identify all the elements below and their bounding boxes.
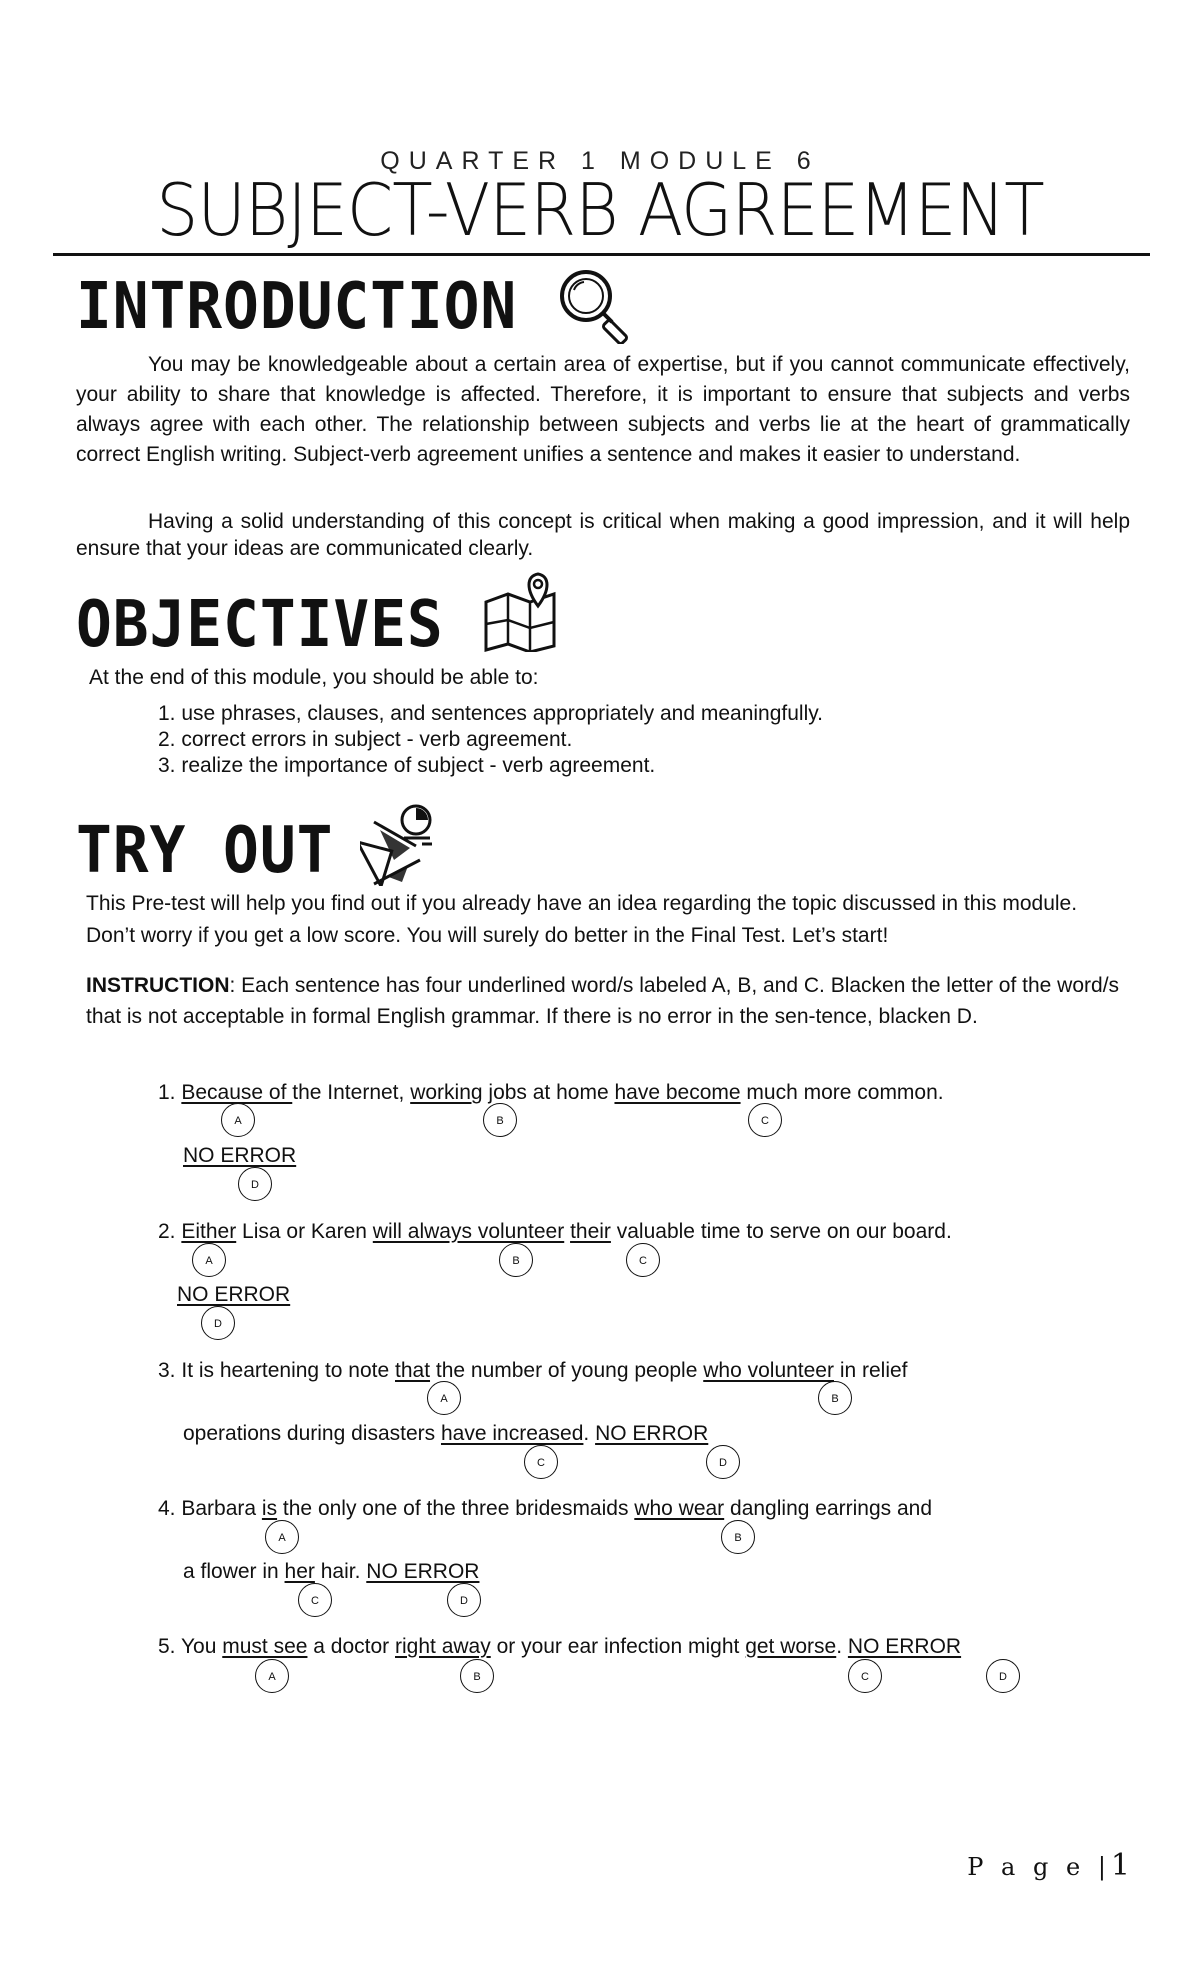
introduction-paragraph-1: You may be knowledgeable about a certain area of expertise, but if you cannot communicate effectively, your ability to share that knowledge is affected. Therefore, it is important to ensure that subjects and verbs always agree with each other. The relationship between subjects and verbs lie at the heart of grammatically correct English writing. Subject-verb agreement unifies a sentence and makes it easier to understand. — [76, 353, 1130, 466]
question-text: jobs at home — [482, 1081, 615, 1104]
q3-bubble-a[interactable]: A — [427, 1381, 461, 1415]
question-text: Lisa or Karen — [236, 1220, 373, 1243]
objectives-heading: OBJECTIVES — [76, 588, 444, 662]
q3-bubble-d[interactable]: D — [706, 1445, 740, 1479]
question-text: a flower in — [183, 1560, 285, 1583]
instruction-label: INSTRUCTION — [86, 974, 230, 997]
instruction — [86, 970, 1126, 1032]
question-2 — [158, 1217, 952, 1247]
page-title: SUBJECT-VERB AGREEMENT — [156, 168, 1044, 252]
question-3-continued — [183, 1419, 708, 1449]
question-number: 2. — [158, 1220, 182, 1243]
question-text: operations during disasters — [183, 1422, 441, 1445]
q4-option-c: her — [284, 1560, 315, 1583]
q1-option-d: NO ERROR — [183, 1144, 297, 1167]
q4-option-d: NO ERROR — [366, 1560, 480, 1583]
instruction-text: : Each sentence has four underlined word/s labeled A, B, and C. Blacken the letter of the word/s that is not acceptable in formal English grammar. If there is no error in the sen-tence, blacken D. — [86, 974, 1120, 1028]
map-icon — [482, 570, 566, 652]
q2-option-d: NO ERROR — [177, 1283, 291, 1306]
objective-item: 2. correct errors in subject - verb agreement. — [158, 728, 573, 751]
q2-bubble-d[interactable]: D — [201, 1306, 235, 1340]
q5-bubble-b[interactable]: B — [460, 1659, 494, 1693]
magnifier-icon — [554, 266, 640, 344]
q2-option-b: will always volunteer — [372, 1220, 565, 1243]
q2-bubble-b[interactable]: B — [499, 1243, 533, 1277]
q1-option-c: have become — [614, 1081, 741, 1104]
question-4 — [158, 1494, 932, 1524]
question-1 — [158, 1078, 944, 1108]
q4-bubble-b[interactable]: B — [721, 1520, 755, 1554]
tryout-heading: TRY OUT — [76, 814, 334, 888]
q1-option-a: Because of — [181, 1081, 293, 1104]
page-number: 1 — [1110, 1848, 1130, 1883]
q5-bubble-d[interactable]: D — [986, 1659, 1020, 1693]
q2-bubble-c[interactable]: C — [626, 1243, 660, 1277]
q3-bubble-b[interactable]: B — [818, 1381, 852, 1415]
q3-option-c: have increased — [440, 1422, 584, 1445]
question-text: the number of young people — [430, 1359, 704, 1382]
q3-bubble-c[interactable]: C — [524, 1445, 558, 1479]
q3-option-d: NO ERROR — [595, 1422, 709, 1445]
q2-option-c: their — [570, 1220, 611, 1243]
question-text: in relief — [833, 1359, 908, 1382]
q1-option-b: working — [410, 1081, 483, 1104]
objectives-lead: At the end of this module, you should be able to: — [89, 666, 539, 689]
q4-bubble-a[interactable]: A — [265, 1520, 299, 1554]
q2-bubble-a[interactable]: A — [192, 1243, 226, 1277]
q5-bubble-a[interactable]: A — [255, 1659, 289, 1693]
question-text: . — [836, 1635, 848, 1658]
q5-bubble-c[interactable]: C — [848, 1659, 882, 1693]
question-text: dangling earrings and — [724, 1497, 933, 1520]
module-kicker: QUARTER 1 MODULE 6 — [380, 147, 820, 175]
question-text: a doctor — [307, 1635, 396, 1658]
question-text: much more common. — [740, 1081, 944, 1104]
q5-option-a: must see — [222, 1635, 308, 1658]
introduction-paragraph-2: Having a solid understanding of this concept is critical when making a good impression, and it will help ensure that your ideas are communicated clearly. — [76, 510, 1130, 560]
question-4-continued — [183, 1557, 479, 1587]
q1-bubble-d[interactable]: D — [238, 1167, 272, 1201]
q1-bubble-a[interactable]: A — [221, 1103, 255, 1137]
question-3 — [158, 1356, 908, 1386]
objective-item: 3. realize the importance of subject - verb agreement. — [158, 754, 656, 777]
page-footer — [967, 1848, 1130, 1883]
q4-bubble-d[interactable]: D — [447, 1583, 481, 1617]
q1-bubble-c[interactable]: C — [748, 1103, 782, 1137]
question-text: . — [583, 1422, 596, 1445]
question-text: the Internet, — [292, 1081, 411, 1104]
q4-bubble-c[interactable]: C — [298, 1583, 332, 1617]
question-text: You — [180, 1635, 223, 1658]
page-label: P a g e | — [967, 1853, 1111, 1881]
hourglass-icon — [360, 800, 440, 886]
q5-option-d: NO ERROR — [847, 1635, 962, 1658]
question-number: 3. — [158, 1359, 182, 1382]
question-text: valuable time to serve on our board. — [610, 1220, 952, 1243]
title-divider — [53, 253, 1150, 256]
q5-option-b: right away — [395, 1635, 491, 1658]
introduction-heading: INTRODUCTION — [76, 270, 518, 344]
question-text: the only one of the three bridesmaids — [277, 1497, 635, 1520]
q4-option-b: who wear — [634, 1497, 725, 1520]
q2-option-a: Either — [181, 1220, 237, 1243]
question-5 — [158, 1632, 961, 1662]
q1-bubble-b[interactable]: B — [483, 1103, 517, 1137]
question-text: It is heartening to note — [181, 1359, 395, 1382]
q5-option-c: get worse — [745, 1635, 837, 1658]
question-text: or your ear infection might — [490, 1635, 746, 1658]
q3-option-a: that — [395, 1359, 431, 1382]
q3-option-b: who volunteer — [703, 1359, 834, 1382]
tryout-intro: This Pre-test will help you find out if you already have an idea regarding the topic discussed in this module. Don’t worry if you get a low score. You will surely do better in the Final Test. Let’s start! — [86, 892, 1078, 947]
q4-option-a: is — [261, 1497, 278, 1520]
question-number: 4. — [158, 1497, 182, 1520]
question-number: 5. — [158, 1635, 181, 1658]
question-text: Barbara — [181, 1497, 262, 1520]
question-text: hair. — [314, 1560, 367, 1583]
question-number: 1. — [158, 1081, 182, 1104]
objective-item: 1. use phrases, clauses, and sentences appropriately and meaningfully. — [158, 702, 824, 725]
